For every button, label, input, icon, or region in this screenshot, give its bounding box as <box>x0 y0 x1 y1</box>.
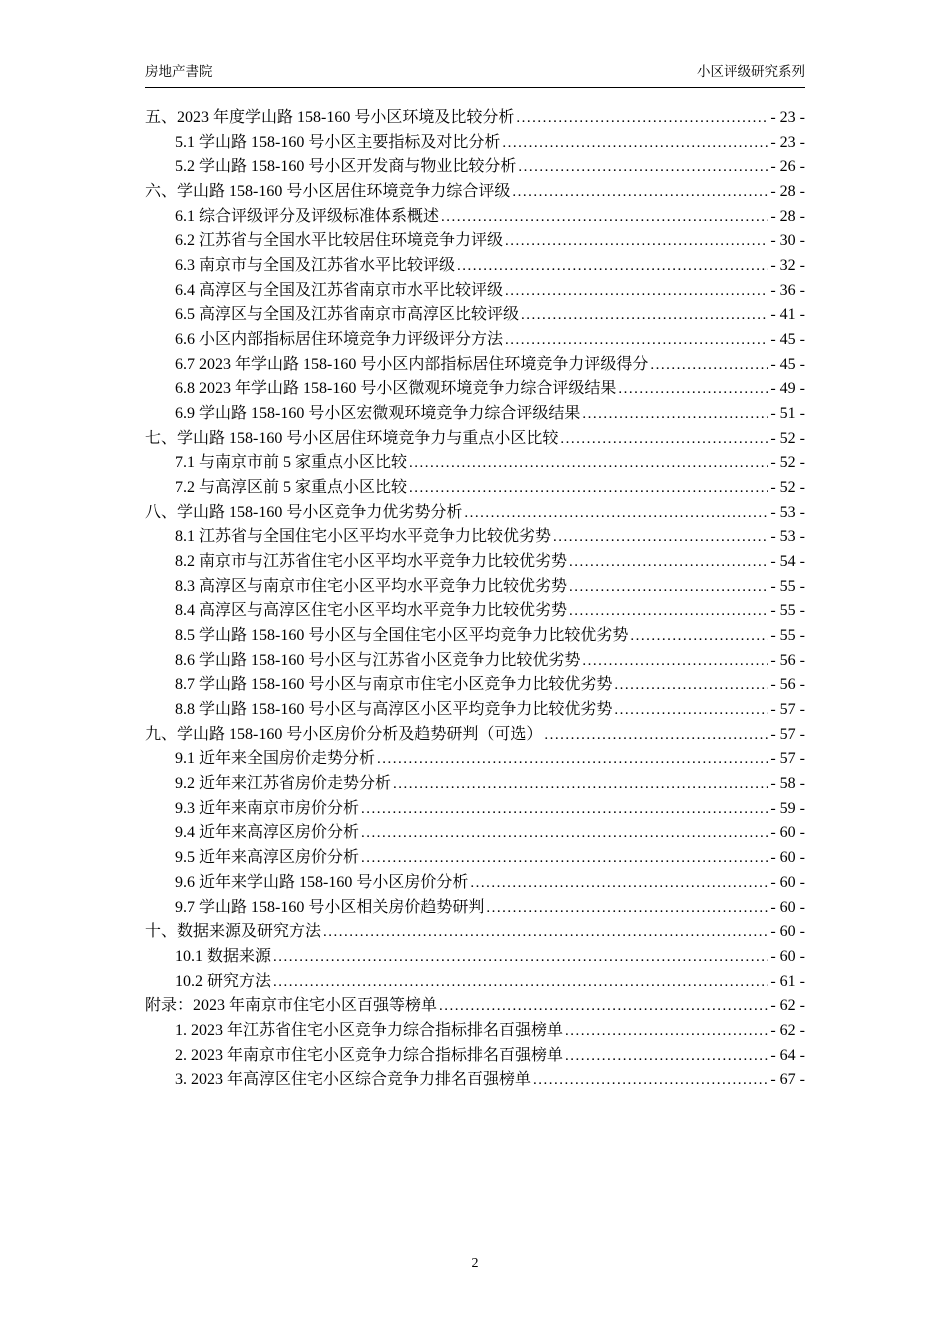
toc-entry <box>145 106 805 131</box>
toc-entry <box>145 402 805 427</box>
toc-entry-page: - 55 - <box>770 602 805 620</box>
toc-entry <box>145 846 805 871</box>
toc-entry-label: 5.2 学山路 158-160 号小区开发商与物业比较分析 <box>175 158 517 176</box>
toc-entry <box>145 427 805 452</box>
toc-entry-label: 1. 2023 年江苏省住宅小区竞争力综合指标排名百强榜单 <box>175 1021 564 1039</box>
toc-entry <box>145 1044 805 1069</box>
toc-entry-page: - 57 - <box>770 750 805 768</box>
toc-entry-page: - 52 - <box>770 479 805 497</box>
toc-dot-leader <box>614 698 768 723</box>
toc-entry-page: - 51 - <box>770 405 805 423</box>
page-number: 2 <box>471 1256 479 1271</box>
toc-entry <box>145 279 805 304</box>
toc-entry-page: - 67 - <box>770 1071 805 1089</box>
toc-dot-leader <box>505 279 768 304</box>
toc-entry-page: - 57 - <box>770 701 805 719</box>
toc-entry <box>145 698 805 723</box>
toc-entry-label: 六、学山路 158-160 号小区居住环境竞争力综合评级 <box>145 183 511 201</box>
toc-entry-page: - 55 - <box>770 627 805 645</box>
toc-entry <box>145 1068 805 1093</box>
toc-entry-page: - 45 - <box>770 331 805 349</box>
toc-dot-leader <box>439 994 768 1019</box>
toc-entry <box>145 303 805 328</box>
toc-dot-leader <box>441 205 768 230</box>
toc-entry <box>145 180 805 205</box>
toc-entry-label: 8.5 学山路 158-160 号小区与全国住宅小区平均竞争力比较优劣势 <box>175 627 629 645</box>
toc-dot-leader <box>512 180 768 205</box>
toc-dot-leader <box>565 1044 768 1069</box>
toc-dot-leader <box>361 821 768 846</box>
toc-entry-label: 6.6 小区内部指标居住环境竞争力评级评分方法 <box>175 331 504 349</box>
toc-dot-leader <box>630 624 768 649</box>
toc-dot-leader <box>553 525 768 550</box>
toc-entry-page: - 54 - <box>770 553 805 571</box>
toc-entry <box>145 229 805 254</box>
toc-list <box>145 106 805 1093</box>
toc-entry-page: - 60 - <box>770 849 805 867</box>
toc-dot-leader <box>505 229 768 254</box>
toc-dot-leader <box>516 106 768 131</box>
toc-entry-label: 八、学山路 158-160 号小区竞争力优劣势分析 <box>145 503 463 521</box>
toc-entry <box>145 821 805 846</box>
toc-entry <box>145 501 805 526</box>
toc-entry-label: 9.4 近年来高淳区房价分析 <box>175 824 360 842</box>
toc-entry <box>145 896 805 921</box>
toc-entry-label: 8.8 学山路 158-160 号小区与高淳区小区平均竞争力比较优劣势 <box>175 701 613 719</box>
toc-entry-label: 8.7 学山路 158-160 号小区与南京市住宅小区竞争力比较优劣势 <box>175 676 613 694</box>
toc-entry-label: 10.2 研究方法 <box>175 972 272 990</box>
toc-entry <box>145 377 805 402</box>
toc-entry-label: 6.2 江苏省与全国水平比较居住环境竞争力评级 <box>175 232 504 250</box>
toc-entry-page: - 60 - <box>770 898 805 916</box>
toc-dot-leader <box>569 575 768 600</box>
toc-entry <box>145 920 805 945</box>
toc-entry-page: - 45 - <box>770 355 805 373</box>
toc-entry-label: 6.7 2023 年学山路 158-160 号小区内部指标居住环境竞争力评级得分 <box>175 355 649 373</box>
toc-entry-page: - 49 - <box>770 380 805 398</box>
toc-entry-page: - 28 - <box>770 207 805 225</box>
toc-dot-leader <box>505 328 768 353</box>
toc-dot-leader <box>393 772 768 797</box>
toc-dot-leader <box>521 303 768 328</box>
toc-entry-page: - 30 - <box>770 232 805 250</box>
toc-entry <box>145 723 805 748</box>
toc-entry-label: 10.1 数据来源 <box>175 947 272 965</box>
toc-entry-page: - 56 - <box>770 676 805 694</box>
toc-dot-leader <box>614 673 768 698</box>
toc-entry-label: 6.5 高淳区与全国及江苏省南京市高淳区比较评级 <box>175 306 520 324</box>
toc-entry-page: - 64 - <box>770 1046 805 1064</box>
toc-entry <box>145 772 805 797</box>
toc-entry-page: - 28 - <box>770 183 805 201</box>
toc-entry-label: 2. 2023 年南京市住宅小区竞争力综合指标排名百强榜单 <box>175 1046 564 1064</box>
toc-entry-page: - 55 - <box>770 577 805 595</box>
toc-entry <box>145 649 805 674</box>
toc-entry-page: - 62 - <box>770 997 805 1015</box>
toc-entry-label: 七、学山路 158-160 号小区居住环境竞争力与重点小区比较 <box>145 429 559 447</box>
toc-entry-page: - 57 - <box>770 725 805 743</box>
toc-entry-page: - 60 - <box>770 873 805 891</box>
toc-entry-page: - 53 - <box>770 528 805 546</box>
toc-dot-leader <box>361 846 768 871</box>
toc-dot-leader <box>464 501 768 526</box>
toc-dot-leader <box>569 550 768 575</box>
toc-dot-leader <box>565 1019 768 1044</box>
toc-dot-leader <box>377 747 768 772</box>
toc-entry-label: 9.5 近年来高淳区房价分析 <box>175 849 360 867</box>
toc-entry-label: 8.1 江苏省与全国住宅小区平均水平竞争力比较优劣势 <box>175 528 552 546</box>
toc-entry <box>145 747 805 772</box>
toc-entry-label: 五、2023 年度学山路 158-160 号小区环境及比较分析 <box>145 109 515 126</box>
toc-entry-page: - 32 - <box>770 257 805 275</box>
toc-entry-label: 8.6 学山路 158-160 号小区与江苏省小区竞争力比较优劣势 <box>175 651 581 669</box>
toc-entry <box>145 871 805 896</box>
toc-entry-label: 6.9 学山路 158-160 号小区宏微观环境竞争力综合评级结果 <box>175 405 581 423</box>
toc-entry-label: 6.3 南京市与全国及江苏省水平比较评级 <box>175 257 456 275</box>
toc-entry-label: 十、数据来源及研究方法 <box>145 923 322 941</box>
toc-entry-page: - 58 - <box>770 775 805 793</box>
toc-entry-label: 6.4 高淳区与全国及江苏省南京市水平比较评级 <box>175 281 504 299</box>
toc-entry <box>145 994 805 1019</box>
toc-dot-leader <box>409 451 768 476</box>
toc-entry-label: 9.1 近年来全国房价走势分析 <box>175 750 376 768</box>
toc-entry-page: - 60 - <box>770 824 805 842</box>
toc-dot-leader <box>323 920 768 945</box>
toc-entry <box>145 797 805 822</box>
toc-entry-label: 9.6 近年来学山路 158-160 号小区房价分析 <box>175 873 469 891</box>
toc-dot-leader <box>650 353 768 378</box>
toc-entry-page: - 52 - <box>770 454 805 472</box>
toc-entry-label: 9.2 近年来江苏省房价走势分析 <box>175 775 392 793</box>
header-right-text: 小区评级研究系列 <box>697 64 805 79</box>
toc-entry-label: 附录：2023 年南京市住宅小区百强等榜单 <box>145 997 438 1015</box>
toc-entry-label: 6.1 综合评级评分及评级标准体系概述 <box>175 207 440 225</box>
toc-entry-page: - 53 - <box>770 503 805 521</box>
toc-entry-label: 5.1 学山路 158-160 号小区主要指标及对比分析 <box>175 133 501 151</box>
toc-entry-label: 9.7 学山路 158-160 号小区相关房价趋势研判 <box>175 898 485 916</box>
toc-entry <box>145 624 805 649</box>
toc-dot-leader <box>457 254 768 279</box>
toc-entry-page: - 61 - <box>770 972 805 990</box>
toc-entry-page: - 52 - <box>770 429 805 447</box>
toc-entry <box>145 575 805 600</box>
toc-entry-label: 8.4 高淳区与高淳区住宅小区平均水平竞争力比较优劣势 <box>175 602 568 620</box>
toc-entry-label: 3. 2023 年高淳区住宅小区综合竞争力排名百强榜单 <box>175 1071 532 1089</box>
toc-entry <box>145 254 805 279</box>
toc-entry-page: - 23 - <box>770 109 805 126</box>
toc-entry-label: 九、学山路 158-160 号小区房价分析及趋势研判（可选） <box>145 725 543 743</box>
toc-entry <box>145 131 805 156</box>
toc-dot-leader <box>361 797 768 822</box>
toc-entry <box>145 451 805 476</box>
toc-entry-page: - 41 - <box>770 306 805 324</box>
toc-entry-label: 8.2 南京市与江苏省住宅小区平均水平竞争力比较优劣势 <box>175 553 568 571</box>
toc-dot-leader <box>582 649 768 674</box>
toc-entry-page: - 60 - <box>770 947 805 965</box>
toc-entry <box>145 945 805 970</box>
page-footer <box>0 1256 950 1272</box>
toc-dot-leader <box>582 402 768 427</box>
toc-entry-page: - 26 - <box>770 158 805 176</box>
toc-dot-leader <box>560 427 768 452</box>
page-header <box>145 60 805 88</box>
toc-dot-leader <box>409 476 768 501</box>
toc-entry-label: 7.1 与南京市前 5 家重点小区比较 <box>175 454 408 472</box>
toc-entry <box>145 476 805 501</box>
toc-entry <box>145 525 805 550</box>
toc-entry-label: 9.3 近年来南京市房价分析 <box>175 799 360 817</box>
toc-entry <box>145 673 805 698</box>
toc-entry <box>145 155 805 180</box>
toc-entry-label: 6.8 2023 年学山路 158-160 号小区微观环境竞争力综合评级结果 <box>175 380 617 398</box>
toc-entry <box>145 1019 805 1044</box>
toc-entry-page: - 62 - <box>770 1021 805 1039</box>
toc-dot-leader <box>470 871 768 896</box>
toc-dot-leader <box>544 723 768 748</box>
toc-dot-leader <box>569 599 768 624</box>
toc-dot-leader <box>533 1068 768 1093</box>
toc-entry-page: - 56 - <box>770 651 805 669</box>
toc-dot-leader <box>502 131 768 156</box>
toc-dot-leader <box>273 945 768 970</box>
toc-entry <box>145 328 805 353</box>
toc-dot-leader <box>618 377 768 402</box>
toc-dot-leader <box>273 970 768 995</box>
toc-entry-page: - 59 - <box>770 799 805 817</box>
toc-entry-label: 8.3 高淳区与南京市住宅小区平均水平竞争力比较优劣势 <box>175 577 568 595</box>
toc-dot-leader <box>518 155 768 180</box>
toc-dot-leader <box>486 896 768 921</box>
toc-entry <box>145 550 805 575</box>
toc-entry-page: - 36 - <box>770 281 805 299</box>
toc-entry <box>145 205 805 230</box>
toc-entry <box>145 970 805 995</box>
toc-entry-page: - 23 - <box>770 133 805 151</box>
toc-entry <box>145 353 805 378</box>
toc-entry-label: 7.2 与高淳区前 5 家重点小区比较 <box>175 479 408 497</box>
toc-entry <box>145 599 805 624</box>
header-left-text: 房地产書院 <box>145 64 213 79</box>
toc-entry-page: - 60 - <box>770 923 805 941</box>
